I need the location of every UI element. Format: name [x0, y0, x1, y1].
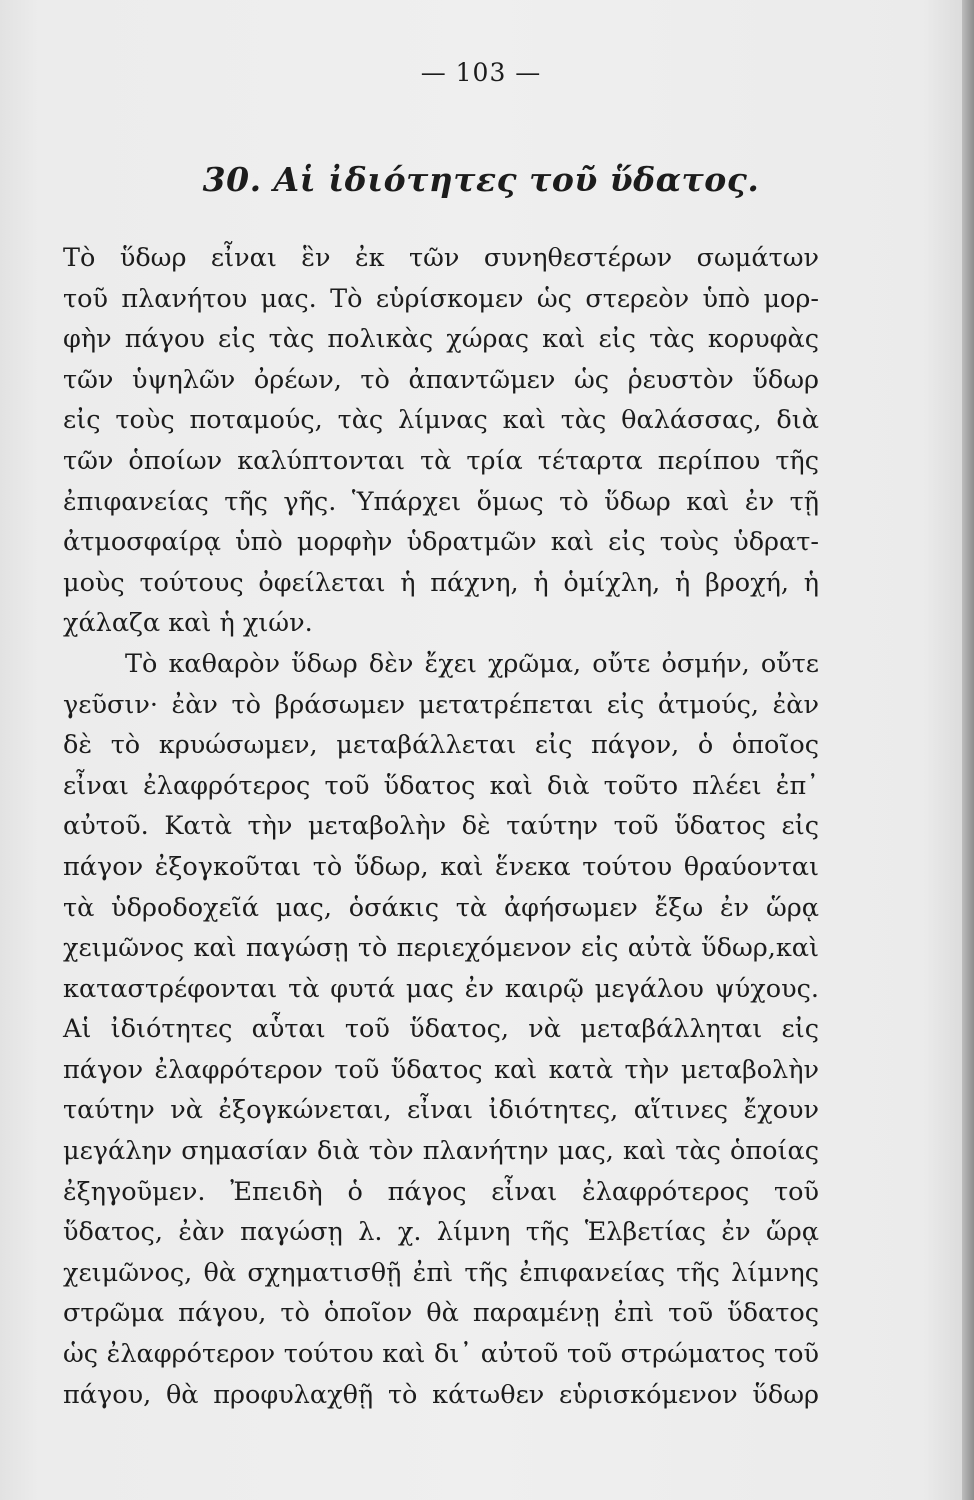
- text-line: εἰς τοὺς ποταμούς, τὰς λίμνας καὶ τὰς θαλάσσας, διὰ: [63, 405, 819, 436]
- text-line: τὰ ὑδροδοχεῖά μας, ὁσάκις τὰ ἀφήσωμεν ἔξω ἐν ὥρᾳ: [63, 892, 819, 923]
- text-line: δὲ τὸ κρυώσωμεν, μεταβάλλεται εἰς πάγον, ὁ ὁποῖος: [63, 730, 819, 761]
- text-line: ἀτμοσφαίρᾳ ὑπὸ μορφὴν ὑδρατμῶν καὶ εἰς τοὺς ὑδρατ-: [63, 527, 819, 558]
- text-line: τῶν ὁποίων καλύπτονται τὰ τρία τέταρτα περίπου τῆς: [63, 445, 819, 476]
- text-line: πάγον ἐλαφρότερον τοῦ ὕδατος καὶ κατὰ τὴν μεταβολὴν: [63, 1054, 819, 1085]
- text-line: γεῦσιν· ἐὰν τὸ βράσωμεν μετατρέπεται εἰς ἀτμούς, ἐὰν: [63, 689, 819, 720]
- text-line: χειμῶνος, θὰ σχηματισθῇ ἐπὶ τῆς ἐπιφανείας τῆς λίμνης: [63, 1257, 819, 1288]
- text-line: φὴν πάγου εἰς τὰς πολικὰς χώρας καὶ εἰς τὰς κορυφὰς: [63, 324, 819, 355]
- text-line: Τὸ ὕδωρ εἶναι ἓν ἐκ τῶν συνηθεστέρων σωμάτων: [63, 243, 819, 273]
- section-title: 30. Αἱ ἰδιότητες τοῦ ὕδατος.: [202, 160, 760, 199]
- text-line: στρῶμα πάγου, τὸ ὁποῖον θὰ παραμένῃ ἐπὶ τοῦ ὕδατος: [63, 1298, 819, 1329]
- text-line: Αἱ ἰδιότητες αὗται τοῦ ὕδατος, νὰ μεταβάλληται εἰς: [63, 1014, 819, 1045]
- text-line: ἐπιφανείας τῆς γῆς. Ὑπάρχει ὅμως τὸ ὕδωρ καὶ ἐν τῇ: [63, 486, 819, 517]
- text-line: χειμῶνος καὶ παγώσῃ τὸ περιεχόμενον εἰς αὐτὰ ὕδωρ,καὶ: [63, 933, 819, 964]
- text-line: καταστρέφονται τὰ φυτά μας ἐν καιρῷ μεγάλου ψύχους.: [63, 973, 819, 1004]
- text-line: αὐτοῦ. Κατὰ τὴν μεταβολὴν δὲ ταύτην τοῦ ὕδατος εἰς: [63, 811, 819, 842]
- text-line: ὡς ἐλαφρότερον τούτου καὶ δι᾽ αὐτοῦ τοῦ στρώματος τοῦ: [63, 1339, 819, 1370]
- text-line: ἐξηγοῦμεν. Ἐπειδὴ ὁ πάγος εἶναι ἐλαφρότερος τοῦ: [63, 1176, 819, 1207]
- text-line: χάλαζα καὶ ἡ χιών.: [63, 608, 313, 639]
- text-line: πάγον ἐξογκοῦται τὸ ὕδωρ, καὶ ἕνεκα τούτου θραύονται: [63, 851, 819, 882]
- text-line: ταύτην νὰ ἐξογκώνεται, εἶναι ἰδιότητες, αἵτινες ἔχουν: [63, 1095, 819, 1126]
- text-line: τοῦ πλανήτου μας. Τὸ εὑρίσκομεν ὡς στερεὸν ὑπὸ μορ-: [63, 283, 819, 314]
- text-line: μεγάλην σημασίαν διὰ τὸν πλανήτην μας, καὶ τὰς ὁποίας: [63, 1136, 819, 1167]
- text-line: τῶν ὑψηλῶν ὀρέων, τὸ ἀπαντῶμεν ὡς ῥευστὸν ὕδωρ: [63, 364, 819, 395]
- text-line: Τὸ καθαρὸν ὕδωρ δὲν ἔχει χρῶμα, οὔτε ὀσμήν, οὔτε: [125, 648, 819, 679]
- text-line: εἶναι ἐλαφρότερος τοῦ ὕδατος καὶ διὰ τοῦτο πλέει ἐπ᾽: [63, 770, 819, 801]
- body-text: [63, 238, 819, 1415]
- text-line: μοὺς τούτους ὀφείλεται ἡ πάχνη, ἡ ὁμίχλη, ἡ βροχή, ἡ: [63, 567, 819, 598]
- text-line: ὕδατος, ἐὰν παγώσῃ λ. χ. λίμνη τῆς Ἑλβετίας ἐν ὥρᾳ: [63, 1217, 819, 1248]
- text-line: πάγου, θὰ προφυλαχθῇ τὸ κάτωθεν εὑρισκόμενον ὕδωρ: [63, 1379, 819, 1410]
- page-edge: [962, 0, 974, 1500]
- page-number: — 103 —: [420, 58, 542, 87]
